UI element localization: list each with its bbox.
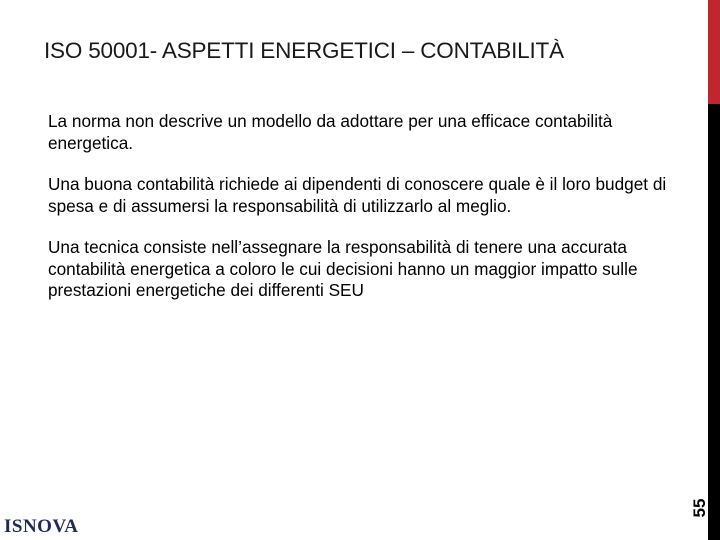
isnova-logo: ISNOVA [4, 516, 79, 537]
paragraph-2: Una buona contabilità richiede ai dipendenti di conoscere quale è il loro budget di spesa e di assumersi la responsabilità di utilizzarlo al meglio. [48, 174, 667, 216]
paragraph-3: Una tecnica consiste nell’assegnare la responsabilità di tenere una accurata contabilità energetica a coloro le cui decisioni hanno un maggior impatto sulle prestazioni energetiche dei differenti SEU [48, 237, 638, 300]
sidebar-accent [708, 0, 720, 104]
paragraph-1: La norma non descrive un modello da adottare per una efficace contabilità energetica. [48, 111, 613, 153]
slide-body [48, 111, 688, 322]
slide-title: ISO 50001- ASPETTI ENERGETICI – CONTABILITÀ [44, 38, 564, 63]
page-number: 55 [690, 498, 709, 518]
